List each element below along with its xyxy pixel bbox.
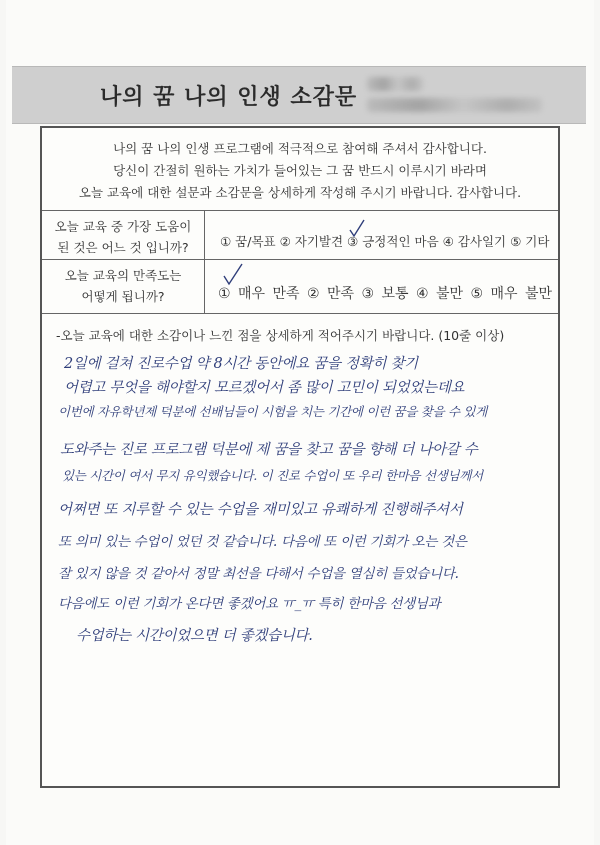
handwritten-line: 어쩌면 또 지루할 수 있는 수업을 재미있고 유쾌하게 진행해주셔서 [58, 502, 463, 518]
handwritten-line: 도와주는 진로 프로그램 덕분에 제 꿈을 찾고 꿈을 향해 더 나아갈 수 [60, 442, 478, 458]
handwritten-line: 또 의미 있는 수업이 었던 것 같습니다. 다음에 또 이런 기회가 오는 것은 [58, 534, 467, 550]
redacted-info-top [367, 77, 423, 91]
handwritten-line: 2일에 걸쳐 진로수업 약 8시간 동안에요 꿈을 정확히 찾기 [64, 356, 418, 372]
feedback-instruction: -오늘 교육에 대한 소감이나 느낀 점을 상세하게 적어주시기 바랍니다. (10줄 이상) [56, 328, 505, 343]
question-2-options: ① 매우 만족 ② 만족 ③ 보통 ④ 불만 ⑤ 매우 불만 [218, 286, 553, 302]
intro-line-2: 당신이 간절히 원하는 가치가 들어있는 그 꿈 반드시 이루시기 바라며 [113, 163, 487, 178]
handwritten-line: 이번에 자유학년제 덕분에 선배님들이 시험을 치는 기간에 이런 꿈을 찾을 수 있게 [58, 404, 487, 419]
column-divider [204, 210, 205, 313]
redacted-info-bottom [367, 98, 542, 112]
survey-form [40, 126, 560, 788]
checkmark-icon [348, 218, 366, 240]
question-2-label-line-1: 오늘 교육의 만족도는 [64, 268, 182, 283]
divider-3 [42, 313, 558, 314]
intro-text [42, 138, 558, 204]
divider-2 [42, 259, 558, 260]
handwritten-line: 잘 있지 않을 것 같아서 정말 최선을 다해서 수업을 열심히 들었습니다. [58, 566, 459, 582]
question-2-label-line-2: 어떻게 됩니까? [81, 289, 165, 304]
question-1-label [42, 216, 204, 258]
question-2-label [42, 265, 204, 307]
intro-line-3: 오늘 교육에 대한 설문과 소감문을 상세하게 작성해 주시기 바랍니다. 감사합니다. [78, 185, 522, 200]
header-band [12, 66, 586, 124]
question-1-label-line-2: 된 것은 어느 것 입니까? [57, 240, 189, 255]
handwritten-line: 수업하는 시간이었으면 더 좋겠습니다. [76, 628, 313, 644]
intro-line-1: 나의 꿈 나의 인생 프로그램에 적극적으로 참여해 주셔서 감사합니다. [113, 141, 487, 156]
page-title: 나의 꿈 나의 인생 소감문 [100, 85, 358, 110]
checkmark-icon [222, 262, 244, 288]
question-1-options: ① 꿈/목표 ② 자기발견 ③ 긍정적인 마음 ④ 감사일기 ⑤ 기타 [220, 234, 550, 249]
handwritten-line: 어렵고 무엇을 해야할지 모르겠어서 좀 많이 고민이 되었었는데요 [64, 380, 465, 396]
handwritten-line: 있는 시간이 여서 무지 유익했습니다. 이 진로 수업이 또 우리 한마음 선생님께서 [62, 468, 483, 483]
divider-1 [42, 210, 558, 211]
handwritten-line: 다음에도 이런 기회가 온다면 좋겠어요 ㅠ_ㅠ 특히 한마음 선생님과 [58, 596, 441, 612]
question-1-label-line-1: 오늘 교육 중 가장 도움이 [54, 219, 192, 234]
